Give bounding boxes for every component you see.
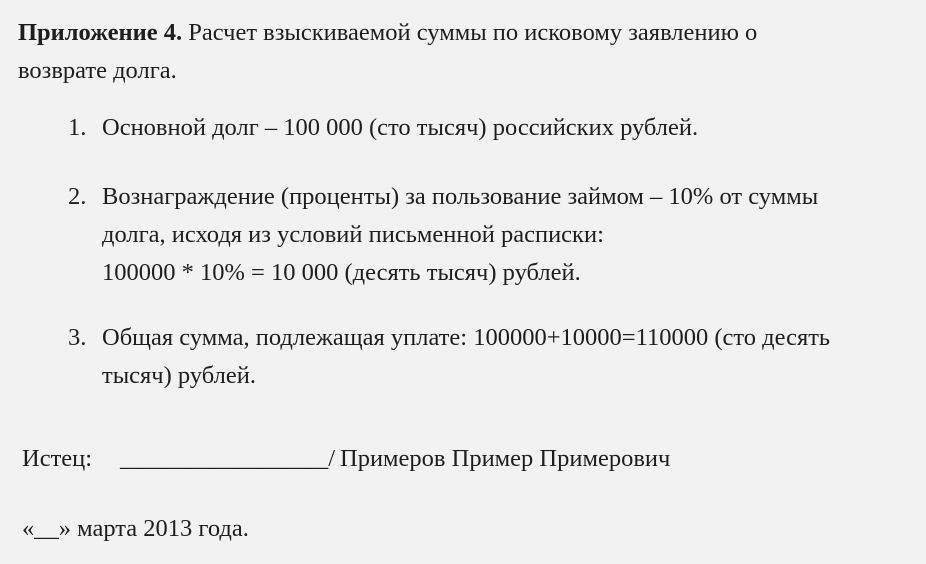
- text-line: долга, исходя из условий письменной расписки:: [102, 221, 604, 248]
- text-line: Общая сумма, подлежащая уплате: 100000+10000=110000 (сто десять: [102, 324, 831, 351]
- list-item-text: [102, 178, 908, 292]
- list-item-text: [102, 109, 908, 147]
- list-item-number: 3.: [68, 324, 87, 351]
- list-item-number: 1.: [68, 114, 87, 141]
- list-item-text: [102, 319, 908, 395]
- text-line: 100000 * 10% = 10 000 (десять тысяч) рублей.: [102, 259, 581, 286]
- text-line: Вознаграждение (проценты) за пользование займом – 10% от суммы: [102, 183, 819, 210]
- list-item-number: 2.: [68, 183, 87, 210]
- appendix-label: Приложение 4.: [18, 19, 183, 46]
- text-line: тысяч) рублей.: [102, 362, 256, 389]
- document-date: «__» марта 2013 года.: [22, 515, 249, 542]
- appendix-title-line-2: возврате долга.: [18, 57, 177, 84]
- signature-blank: _________________/: [120, 445, 336, 472]
- text-line: Основной долг – 100 000 (сто тысяч) российских рублей.: [102, 114, 699, 141]
- appendix-title-line-1: Расчет взыскиваемой суммы по исковому заявлению о: [182, 19, 758, 46]
- plaintiff-name: Примеров Пример Примерович: [340, 445, 671, 472]
- plaintiff-label: Истец:: [22, 445, 93, 472]
- appendix-heading: [18, 14, 908, 90]
- signature-line: [22, 440, 902, 478]
